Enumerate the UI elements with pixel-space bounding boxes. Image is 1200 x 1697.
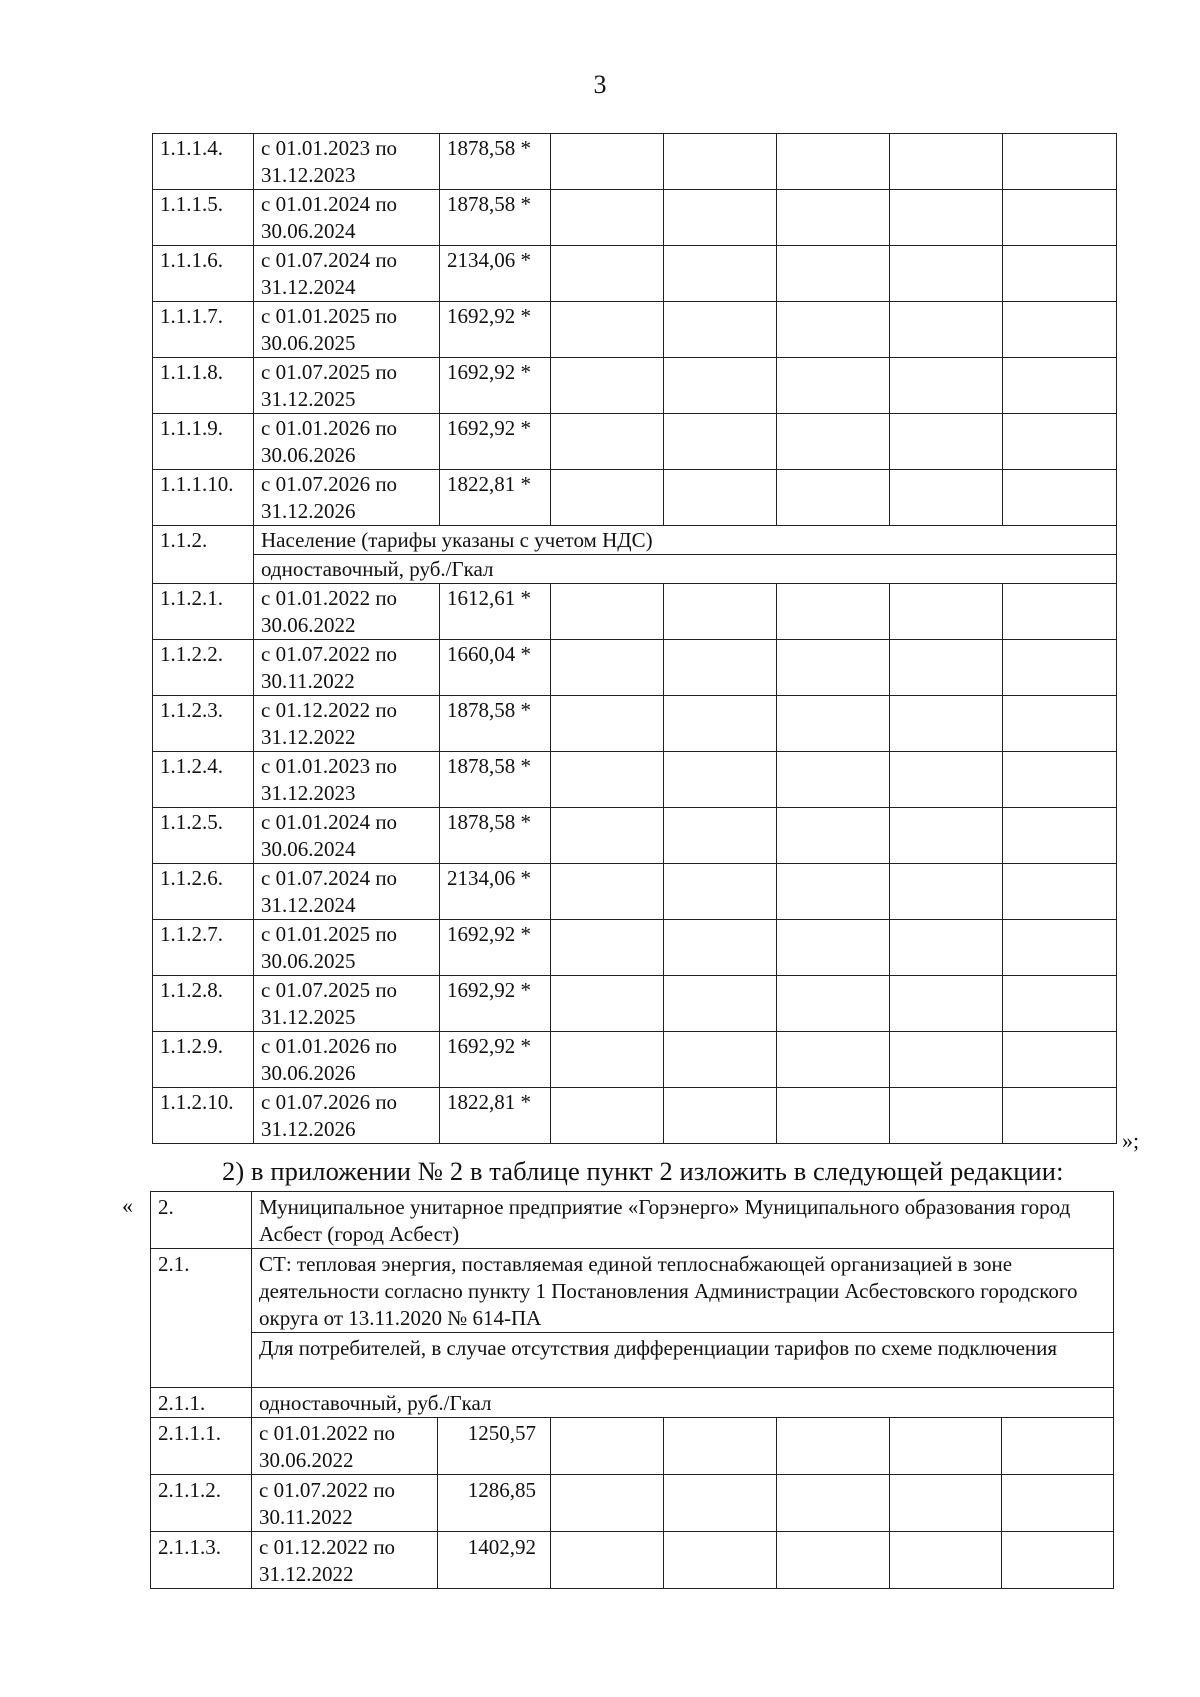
section-subtitle-row — [153, 555, 1117, 584]
tariff-row — [153, 1032, 1117, 1088]
empty-cell — [1003, 190, 1117, 246]
empty-cell — [551, 808, 664, 864]
empty-cell — [1003, 976, 1117, 1032]
empty-cell — [890, 696, 1003, 752]
row-value: 1692,92 * — [440, 358, 551, 414]
empty-cell — [1003, 414, 1117, 470]
empty-cell — [551, 358, 664, 414]
empty-cell — [1003, 696, 1117, 752]
tariff-row — [153, 246, 1117, 302]
empty-cell — [777, 920, 890, 976]
empty-cell — [890, 190, 1003, 246]
row-period: с 01.01.2026 по 30.06.2026 — [254, 1032, 440, 1088]
section-row — [153, 526, 1117, 555]
empty-cell — [1003, 1032, 1117, 1088]
empty-cell — [664, 920, 777, 976]
row-number: 1.1.2.1. — [153, 584, 254, 640]
empty-cell — [664, 302, 777, 358]
empty-cell — [777, 134, 890, 190]
row-period: с 01.01.2024 по 30.06.2024 — [254, 808, 440, 864]
organization-number: 2. — [151, 1192, 252, 1249]
empty-cell — [1003, 470, 1117, 526]
empty-cell — [1003, 920, 1117, 976]
empty-cell — [1003, 246, 1117, 302]
opening-quote: « — [122, 1193, 133, 1218]
row-period: с 01.01.2023 по 31.12.2023 — [254, 134, 440, 190]
empty-cell — [664, 752, 777, 808]
empty-cell — [1003, 864, 1117, 920]
tariff-table-appendix-2 — [150, 1191, 1114, 1589]
empty-cell — [664, 1532, 777, 1589]
section-subtitle: одноставочный, руб./Гкал — [254, 555, 1117, 584]
row-number: 1.1.2.4. — [153, 752, 254, 808]
empty-cell — [551, 696, 664, 752]
empty-cell — [1003, 640, 1117, 696]
empty-cell — [890, 640, 1003, 696]
empty-cell — [1003, 752, 1117, 808]
row-period: с 01.12.2022 по 31.12.2022 — [252, 1532, 438, 1589]
empty-cell — [890, 864, 1003, 920]
row-period: с 01.07.2026 по 31.12.2026 — [254, 470, 440, 526]
row-value: 2134,06 * — [440, 246, 551, 302]
tariff-row — [153, 864, 1117, 920]
row-period: с 01.01.2026 по 30.06.2026 — [254, 414, 440, 470]
empty-cell — [551, 1532, 664, 1589]
empty-cell — [890, 752, 1003, 808]
empty-cell — [777, 696, 890, 752]
row-number: 1.1.2.8. — [153, 976, 254, 1032]
empty-cell — [890, 246, 1003, 302]
row-number: 1.1.2.9. — [153, 1032, 254, 1088]
row-number: 1.1.1.9. — [153, 414, 254, 470]
row-number: 2.1.1.1. — [151, 1418, 252, 1475]
empty-cell — [777, 190, 890, 246]
tariff-row — [153, 1088, 1117, 1144]
row-value: 1692,92 * — [440, 920, 551, 976]
empty-cell — [890, 1532, 1002, 1589]
row-value: 1692,92 * — [440, 1032, 551, 1088]
row-value: 1878,58 * — [440, 696, 551, 752]
tariff-row — [153, 414, 1117, 470]
row-number: 1.1.1.8. — [153, 358, 254, 414]
empty-cell — [777, 302, 890, 358]
row-number: 1.1.2.7. — [153, 920, 254, 976]
empty-cell — [551, 1032, 664, 1088]
tariff-row — [153, 752, 1117, 808]
empty-cell — [551, 920, 664, 976]
row-period: с 01.07.2026 по 31.12.2026 — [254, 1088, 440, 1144]
row-value: 1612,61 * — [440, 584, 551, 640]
empty-cell — [777, 246, 890, 302]
empty-cell — [890, 808, 1003, 864]
empty-cell — [551, 190, 664, 246]
tariff-row — [153, 358, 1117, 414]
tariff-row — [151, 1475, 1114, 1532]
row-period: с 01.01.2024 по 30.06.2024 — [254, 190, 440, 246]
row-period: с 01.07.2024 по 31.12.2024 — [254, 864, 440, 920]
row-period: с 01.07.2022 по 30.11.2022 — [252, 1475, 438, 1532]
row-number: 1.1.2.5. — [153, 808, 254, 864]
empty-cell — [664, 864, 777, 920]
empty-cell — [551, 414, 664, 470]
row-value: 1692,92 * — [440, 976, 551, 1032]
tariff-row — [153, 696, 1117, 752]
row-value: 1878,58 * — [440, 752, 551, 808]
empty-cell — [890, 134, 1003, 190]
empty-cell — [1002, 1532, 1114, 1589]
empty-cell — [664, 246, 777, 302]
empty-cell — [551, 470, 664, 526]
row-value: 1878,58 * — [440, 808, 551, 864]
empty-cell — [551, 584, 664, 640]
empty-cell — [777, 752, 890, 808]
empty-cell — [664, 808, 777, 864]
row-value: 2134,06 * — [440, 864, 551, 920]
section-title: Население (тарифы указаны с учетом НДС) — [254, 526, 1117, 555]
amendment-instruction: 2) в приложении № 2 в таблице пункт 2 изложить в следующей редакции: — [222, 1156, 1064, 1186]
empty-cell — [664, 1032, 777, 1088]
empty-cell — [664, 696, 777, 752]
row-number: 1.1.1.7. — [153, 302, 254, 358]
row-number: 1.1.2.3. — [153, 696, 254, 752]
empty-cell — [664, 470, 777, 526]
empty-cell — [551, 976, 664, 1032]
section-number: 1.1.2. — [153, 526, 254, 584]
empty-cell — [890, 1088, 1003, 1144]
empty-cell — [777, 470, 890, 526]
row-period: с 01.01.2022 по 30.06.2022 — [252, 1418, 438, 1475]
tariff-row — [151, 1418, 1114, 1475]
empty-cell — [664, 640, 777, 696]
row-period: с 01.07.2022 по 30.11.2022 — [254, 640, 440, 696]
empty-cell — [890, 920, 1003, 976]
page-number: 3 — [593, 70, 607, 99]
empty-cell — [1003, 358, 1117, 414]
empty-cell — [664, 976, 777, 1032]
empty-cell — [1002, 1475, 1114, 1532]
tariff-row — [153, 920, 1117, 976]
single-rate-row — [151, 1388, 1114, 1418]
empty-cell — [890, 470, 1003, 526]
row-value: 1692,92 * — [440, 302, 551, 358]
row-value: 1402,92 — [438, 1532, 551, 1589]
empty-cell — [890, 1032, 1003, 1088]
tariff-table-appendix-1 — [152, 133, 1117, 1144]
tariff-row — [153, 976, 1117, 1032]
row-number: 1.1.1.6. — [153, 246, 254, 302]
tariff-row — [153, 584, 1117, 640]
row-value: 1878,58 * — [440, 134, 551, 190]
row-value: 1692,92 * — [440, 414, 551, 470]
closing-quote: »; — [1122, 1128, 1140, 1153]
row-period: с 01.01.2023 по 31.12.2023 — [254, 752, 440, 808]
single-rate-number: 2.1.1. — [151, 1388, 252, 1418]
empty-cell — [551, 752, 664, 808]
empty-cell — [777, 414, 890, 470]
empty-cell — [777, 1088, 890, 1144]
empty-cell — [777, 864, 890, 920]
empty-cell — [777, 584, 890, 640]
empty-cell — [664, 1418, 777, 1475]
row-period: с 01.07.2025 по 31.12.2025 — [254, 976, 440, 1032]
empty-cell — [777, 976, 890, 1032]
empty-cell — [1003, 808, 1117, 864]
tariff-row — [153, 808, 1117, 864]
empty-cell — [890, 1418, 1002, 1475]
row-value: 1660,04 * — [440, 640, 551, 696]
row-period: с 01.01.2025 по 30.06.2025 — [254, 920, 440, 976]
empty-cell — [777, 808, 890, 864]
row-value: 1878,58 * — [440, 190, 551, 246]
service-row — [151, 1249, 1114, 1333]
empty-cell — [551, 1418, 664, 1475]
empty-cell — [664, 190, 777, 246]
row-period: с 01.01.2022 по 30.06.2022 — [254, 584, 440, 640]
empty-cell — [1003, 134, 1117, 190]
empty-cell — [890, 976, 1003, 1032]
empty-cell — [664, 134, 777, 190]
row-value: 1822,81 * — [440, 1088, 551, 1144]
empty-cell — [777, 1475, 890, 1532]
empty-cell — [664, 1088, 777, 1144]
row-period: с 01.07.2024 по 31.12.2024 — [254, 246, 440, 302]
row-number: 1.1.1.5. — [153, 190, 254, 246]
empty-cell — [890, 584, 1003, 640]
row-value: 1286,85 — [438, 1475, 551, 1532]
service-description: СТ: тепловая энергия, поставляемая единой теплоснабжающей организацией в зоне деятельности согласно пункту 1 Постановления Администрации Асбестовского городского округа от 13.11.2020 № 614-ПА — [252, 1249, 1114, 1333]
empty-cell — [890, 1475, 1002, 1532]
organization-name: Муниципальное унитарное предприятие «Горэнерго» Муниципального образования город Асбест (город Асбест) — [252, 1192, 1114, 1249]
empty-cell — [777, 1532, 890, 1589]
empty-cell — [777, 640, 890, 696]
row-value: 1250,57 — [438, 1418, 551, 1475]
row-number: 1.1.1.4. — [153, 134, 254, 190]
empty-cell — [1002, 1418, 1114, 1475]
empty-cell — [890, 358, 1003, 414]
empty-cell — [664, 1475, 777, 1532]
row-number: 2.1.1.2. — [151, 1475, 252, 1532]
empty-cell — [777, 1032, 890, 1088]
empty-cell — [777, 1418, 890, 1475]
empty-cell — [551, 864, 664, 920]
service-number: 2.1. — [151, 1249, 252, 1388]
row-number: 1.1.2.6. — [153, 864, 254, 920]
row-number: 1.1.2.2. — [153, 640, 254, 696]
tariff-row — [153, 470, 1117, 526]
tariff-row — [153, 302, 1117, 358]
organization-row — [151, 1192, 1114, 1249]
empty-cell — [777, 358, 890, 414]
empty-cell — [664, 414, 777, 470]
empty-cell — [551, 302, 664, 358]
empty-cell — [890, 414, 1003, 470]
row-period: с 01.12.2022 по 31.12.2022 — [254, 696, 440, 752]
empty-cell — [1003, 302, 1117, 358]
tariff-row — [153, 190, 1117, 246]
tariff-row — [153, 134, 1117, 190]
row-value: 1822,81 * — [440, 470, 551, 526]
row-number: 2.1.1.3. — [151, 1532, 252, 1589]
tariff-row — [153, 640, 1117, 696]
empty-cell — [1003, 1088, 1117, 1144]
empty-cell — [1003, 584, 1117, 640]
empty-cell — [551, 134, 664, 190]
row-period: с 01.07.2025 по 31.12.2025 — [254, 358, 440, 414]
row-period: с 01.01.2025 по 30.06.2025 — [254, 302, 440, 358]
row-number: 1.1.2.10. — [153, 1088, 254, 1144]
row-number: 1.1.1.10. — [153, 470, 254, 526]
consumers-description: Для потребителей, в случае отсутствия дифференциации тарифов по схеме подключения — [252, 1333, 1114, 1388]
empty-cell — [551, 246, 664, 302]
empty-cell — [551, 1475, 664, 1532]
tariff-row — [151, 1532, 1114, 1589]
single-rate-label: одноставочный, руб./Гкал — [252, 1388, 1114, 1418]
empty-cell — [551, 640, 664, 696]
empty-cell — [551, 1088, 664, 1144]
consumers-row — [151, 1333, 1114, 1388]
empty-cell — [664, 584, 777, 640]
empty-cell — [664, 358, 777, 414]
empty-cell — [890, 302, 1003, 358]
